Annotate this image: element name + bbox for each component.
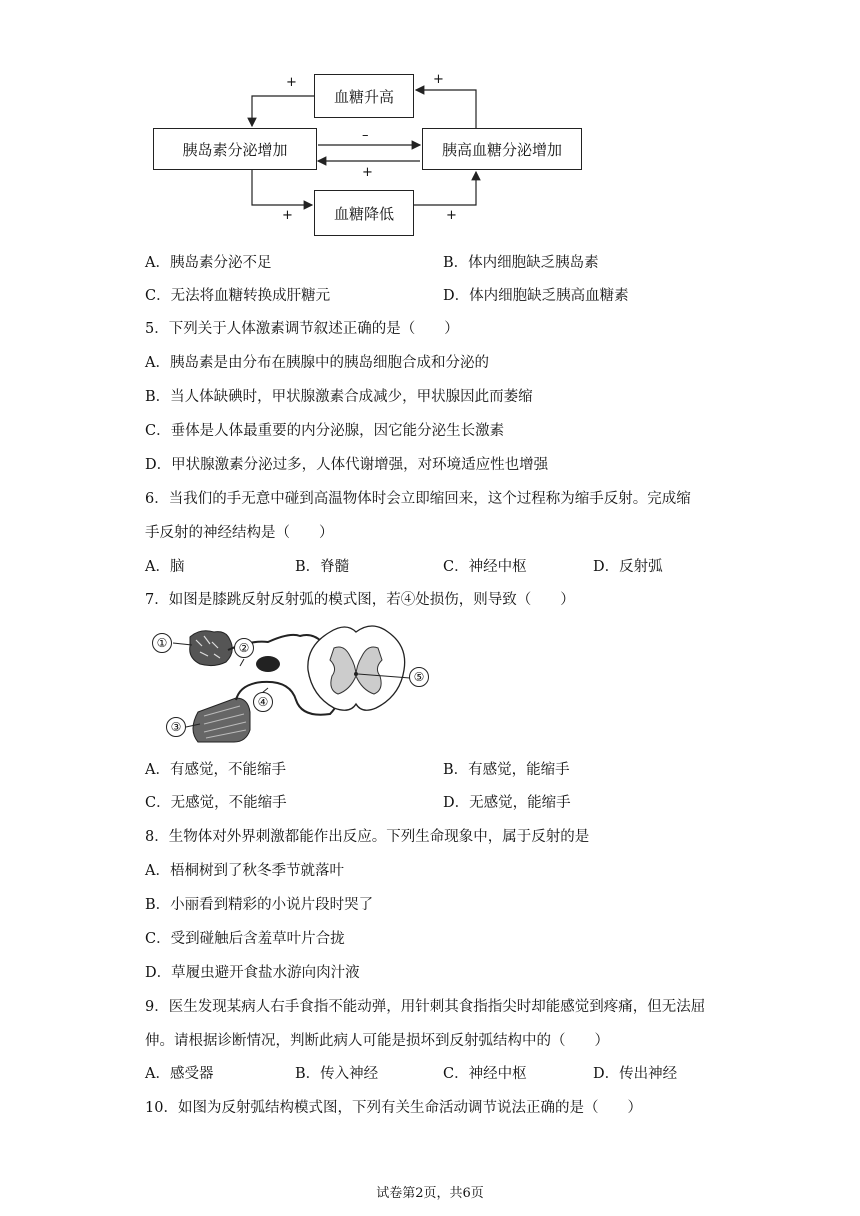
q8-option-a: A．梧桐树到了秋冬季节就落叶 (145, 863, 344, 879)
q9-stem-line2: 伸。请根据诊断情况，判断此病人可能是损坏到反射弧结构中的（ ） (145, 1033, 609, 1049)
q6-stem-line1: 6．当我们的手无意中碰到高温物体时会立即缩回来，这个过程称为缩手反射。完成缩 (145, 491, 691, 507)
q5-option-c: C．垂体是人体最重要的内分泌腺，因它能分泌生长激素 (145, 423, 505, 439)
sign-top-right: + (433, 72, 444, 87)
sign-middle-lower: + (362, 165, 373, 180)
q8-option-b: B．小丽看到精彩的小说片段时哭了 (145, 897, 374, 913)
q6-stem-line2: 手反射的神经结构是（ ） (145, 525, 334, 541)
sign-bottom-right: + (446, 208, 457, 223)
receptor-tissue (190, 631, 233, 666)
q6-option-c: C．神经中枢 (443, 559, 527, 575)
q4-option-b: B．体内细胞缺乏胰岛素 (443, 255, 599, 271)
q9-option-c: C．神经中枢 (443, 1066, 527, 1082)
q6-option-d: D．反射弧 (593, 559, 663, 575)
effector-tissue (193, 698, 250, 742)
label-3: ③ (166, 717, 186, 737)
q9-option-d: D．传出神经 (593, 1066, 678, 1082)
q9-option-b: B．传入神经 (295, 1066, 379, 1082)
sign-top-left: + (286, 75, 297, 90)
sign-bottom-left: + (282, 208, 293, 223)
q4-option-d: D．体内细胞缺乏胰高血糖素 (443, 288, 629, 304)
q6-option-b: B．脊髓 (295, 559, 350, 575)
box-blood-sugar-fall: 血糖降低 (314, 190, 414, 236)
q7-option-d: D．无感觉，能缩手 (443, 795, 571, 811)
label-5: ⑤ (409, 667, 429, 687)
q5-option-a: A．胰岛素是由分布在胰腺中的胰岛细胞合成和分泌的 (145, 355, 489, 371)
q4-option-c: C．无法将血糖转换成肝糖元 (145, 288, 331, 304)
q7-stem: 7．如图是膝跳反射反射弧的模式图，若④处损伤，则导致（ ） (145, 592, 575, 608)
q7-option-a: A．有感觉，不能缩手 (145, 762, 286, 778)
q8-option-d: D．草履虫避开食盐水游向肉汁液 (145, 965, 360, 981)
label-4: ④ (253, 692, 273, 712)
page-footer: 试卷第2页，共6页 (376, 1186, 484, 1201)
label-2: ② (234, 638, 254, 658)
q5-option-b: B．当人体缺碘时，甲状腺激素合成减少，甲状腺因此而萎缩 (145, 389, 533, 405)
box-insulin-increase: 胰岛素分泌增加 (153, 128, 317, 170)
sign-middle-upper: – (362, 128, 369, 143)
q7-option-b: B．有感觉，能缩手 (443, 762, 570, 778)
box-blood-sugar-rise: 血糖升高 (314, 74, 414, 118)
q8-stem: 8．生物体对外界刺激都能作出反应。下列生命现象中，属于反射的是 (145, 829, 590, 845)
q8-option-c: C．受到碰触后含羞草叶片合拢 (145, 931, 345, 947)
box-glucagon-increase: 胰高血糖分泌增加 (422, 128, 582, 170)
q10-stem: 10．如图为反射弧结构模式图，下列有关生命活动调节说法正确的是（ ） (145, 1100, 642, 1116)
q6-option-a: A．脑 (145, 559, 185, 575)
q5-stem: 5．下列关于人体激素调节叙述正确的是（ ） (145, 321, 459, 337)
label-1: ① (152, 633, 172, 653)
q7-option-c: C．无感觉，不能缩手 (145, 795, 287, 811)
q4-option-a: A．胰岛素分泌不足 (145, 255, 272, 271)
q9-stem-line1: 9．医生发现某病人右手食指不能动弹，用针刺其食指指尖时却能感觉到疼痛，但无法屈 (145, 999, 706, 1015)
q5-option-d: D．甲状腺激素分泌过多，人体代谢增强，对环境适应性也增强 (145, 457, 549, 473)
q9-option-a: A．感受器 (145, 1066, 214, 1082)
